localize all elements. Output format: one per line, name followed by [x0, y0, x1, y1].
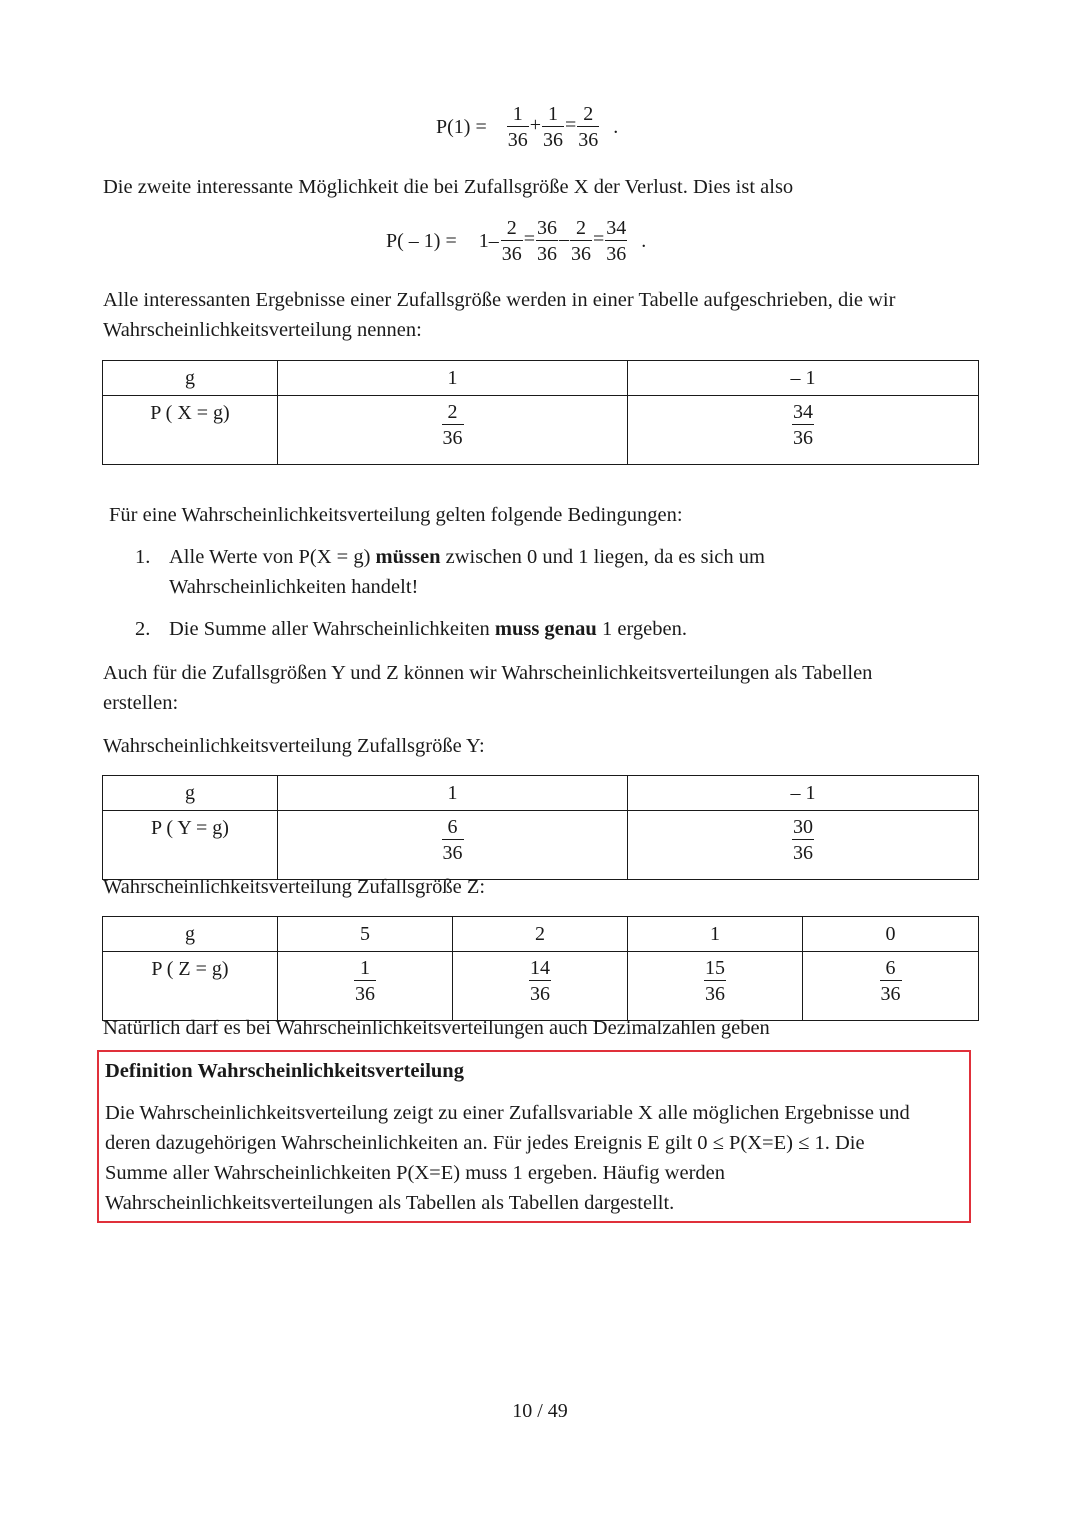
row-label-g: g — [103, 361, 278, 396]
value-cell: 5 — [278, 917, 453, 952]
page-number: 10 / 49 — [512, 1400, 568, 1422]
probability-cell: $\frac{6}{36}$ — [803, 952, 979, 1021]
fraction: $\frac{2}{36}$ — [501, 217, 522, 265]
definition-body: Die Wahrscheinlichkeitsverteilung zeigt zu einer Zufallsvariable X alle möglichen Ergebnisse und deren dazugehörigen Wahrscheinlichkeiten an. Für jedes Ereignis E gilt 0 ≤ P(X=E) ≤ 1. Die Summe aller Wahrscheinlichkeiten P(X=E) muss 1 ergeben. Häufig werden Wahrscheinlichkeitsverteilungen als Tabellen als Tabellen dargestellt. — [105, 1102, 910, 1214]
paragraph-y-z-intro: Auch für die Zufallsgrößen Y und Z können wir Wahrscheinlichkeitsverteilungen als Tabellen erstellen: — [103, 662, 873, 714]
paragraph-verlust: Die zweite interessante Möglichkeit die bei Zufallsgröße X der Verlust. Dies ist also — [103, 176, 794, 198]
distribution-table-z — [102, 916, 979, 1021]
probability-cell: $\frac{30}{36}$ — [628, 811, 979, 880]
conditions-intro: Für eine Wahrscheinlichkeitsverteilung gelten folgende Bedingungen: — [109, 504, 683, 526]
definition-box — [97, 1050, 971, 1223]
list-item: 1. Alle Werte von P(X = g) müssen zwischen 0 und 1 liegen, da es sich um Wahrscheinlichkeiten handelt! — [135, 546, 765, 598]
equation-lhs: P(1) = — [436, 115, 487, 138]
value-cell: – 1 — [628, 361, 979, 396]
fraction: $\frac{1}{36}$ — [507, 103, 528, 151]
conditions-list — [103, 542, 983, 644]
value-cell: 1 — [278, 776, 628, 811]
probability-cell: $\frac{15}{36}$ — [628, 952, 803, 1021]
caption-table-z: Wahrscheinlichkeitsverteilung Zufallsgröße Z: — [103, 876, 486, 898]
value-cell: 1 — [278, 361, 628, 396]
equation-lhs: P( – 1) = — [386, 229, 457, 252]
probability-cell: $\frac{2}{36}$ — [278, 396, 628, 465]
equation-p1: P(1) = $\frac{1}{36}$ + $\frac{1}{36}$ = $\frac{2}{36}$ . — [436, 103, 619, 151]
fraction: $\frac{36}{36}$ — [537, 217, 558, 265]
caption-table-y: Wahrscheinlichkeitsverteilung Zufallsgröße Y: — [103, 735, 485, 757]
value-cell: 2 — [453, 917, 628, 952]
row-label-g: g — [103, 776, 278, 811]
conditions-section — [103, 500, 983, 644]
list-item: 2. Die Summe aller Wahrscheinlichkeiten muss genau 1 ergeben. — [135, 618, 687, 640]
probability-cell: $\frac{34}{36}$ — [628, 396, 979, 465]
fraction: $\frac{1}{36}$ — [543, 103, 564, 151]
paragraph-tabelle-intro: Alle interessanten Ergebnisse einer Zufallsgröße werden in einer Tabelle aufgeschrieben, die wir Wahrscheinlichkeitsverteilung nennen: — [103, 289, 896, 341]
row-label-probability: P ( X = g) — [103, 396, 278, 465]
distribution-table-y — [102, 775, 979, 880]
fraction: $\frac{2}{36}$ — [578, 103, 599, 151]
row-label-probability: P ( Y = g) — [103, 811, 278, 880]
probability-cell: $\frac{1}{36}$ — [278, 952, 453, 1021]
probability-cell: $\frac{6}{36}$ — [278, 811, 628, 880]
value-cell: 0 — [803, 917, 979, 952]
fraction: $\frac{2}{36}$ — [571, 217, 592, 265]
equation-p-minus1: P( – 1) = 1– $\frac{2}{36}$ = $\frac{36}{36}$ – $\frac{2}{36}$ = $\frac{34}{36}$ . — [386, 217, 647, 265]
definition-title: Definition Wahrscheinlichkeitsverteilung — [105, 1060, 464, 1082]
fraction: $\frac{34}{36}$ — [606, 217, 627, 265]
row-label-probability: P ( Z = g) — [103, 952, 278, 1021]
note-dezimalzahlen: Natürlich darf es bei Wahrscheinlichkeitsverteilungen auch Dezimalzahlen geben — [103, 1017, 770, 1039]
row-label-g: g — [103, 917, 278, 952]
probability-cell: $\frac{14}{36}$ — [453, 952, 628, 1021]
value-cell: 1 — [628, 917, 803, 952]
distribution-table-x — [102, 360, 979, 465]
value-cell: – 1 — [628, 776, 979, 811]
